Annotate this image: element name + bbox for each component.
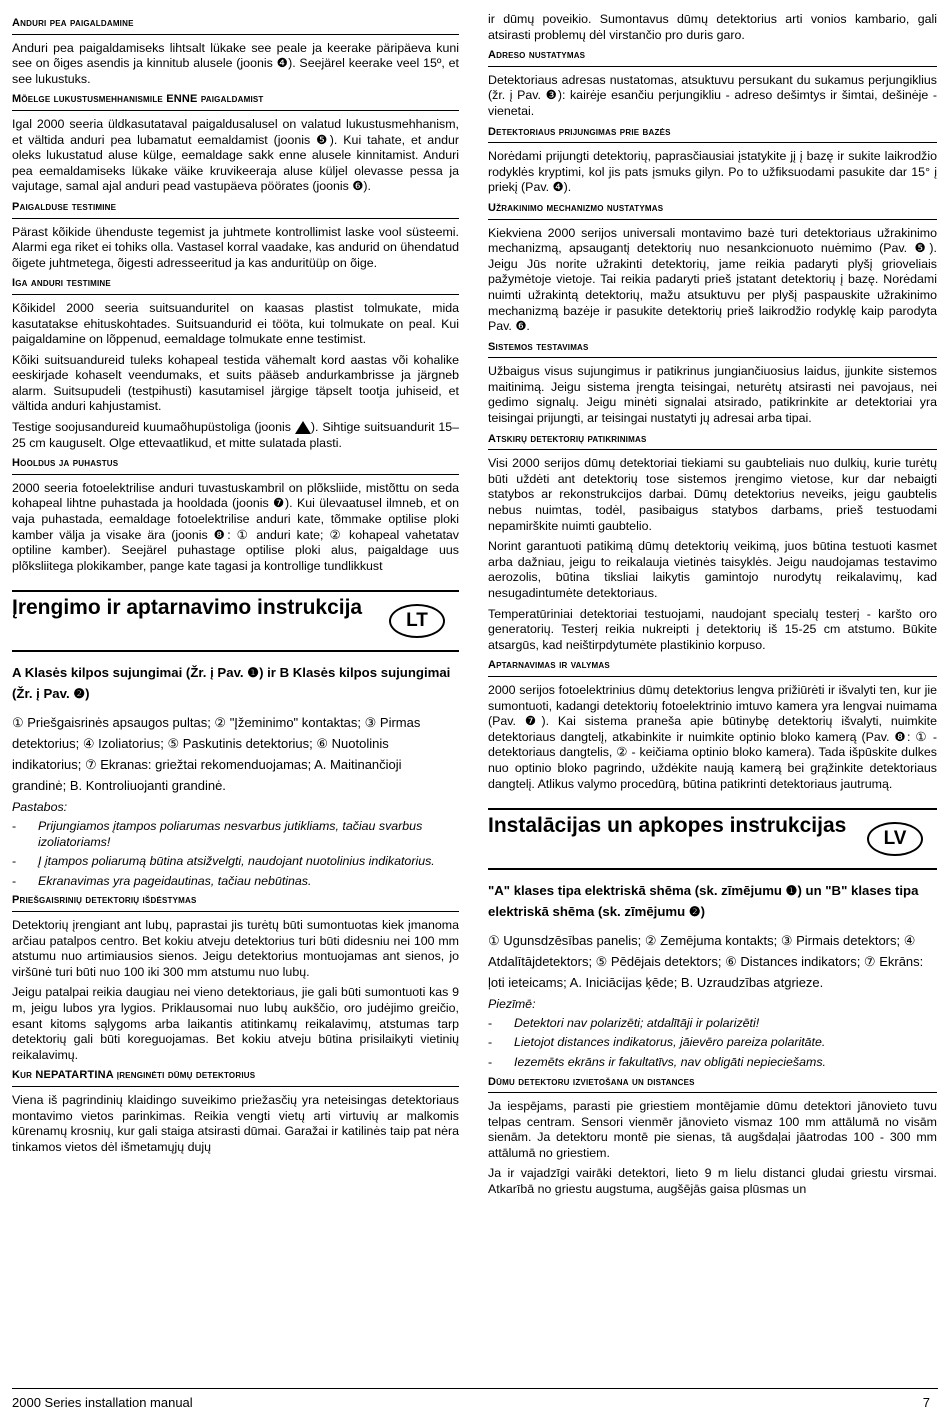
lv-note-item xyxy=(488,1016,937,1032)
paragraph: Jeigu patalpai reikia daugiau nei vieno detektoriaus, jie gali būti sumontuoti kas 9 m, jeigu lubos yra lygios. Priklausomai nuo lubų aukščio, oro judėjimo greičio, esant kitoms sąlygoms arba laikantis atitinkamų reikalavimų, atstumas tarp detektorių gali būti koreguojamas. Bet kokiu atveju būtina prisilaikyti vietinių reikalavimų. xyxy=(12,985,459,1062)
page-footer xyxy=(12,1388,938,1410)
lt-note-item xyxy=(12,854,459,870)
lt-section-banner xyxy=(12,590,459,652)
lt-title: Įrengimo ir aptarnavimo instrukcija xyxy=(12,596,363,620)
left-column xyxy=(12,12,459,1160)
dash-bullet: - xyxy=(488,1035,493,1050)
lv-section-banner xyxy=(488,808,937,870)
paragraph: Visi 2000 serijos dūmų detektoriai tiekiami su gaubteliais nuo dulkių, kurie turėtų būti uždėti ant detektorių tose sistemos įrengimo vietose, kur dar nebaigti statybos ar rekonstrukcijos darbai. Dūmų detektorius neveiks, jeigu gaubtelis nebus nuimtas, todėl, pasibaigus statybos darbams, prieš testuodami nepamirškite nuimti gaubtelio. xyxy=(488,456,937,533)
heading-locking-mechanism: Mõelge lukustusmehhanismile ENNE paigaldamist xyxy=(12,92,459,111)
paragraph: Ja iespējams, parasti pie griestiem montējamie dūmu detektori jānovieto tuvu telpas centram. Sensori vienmēr jānovieto vismaz 100 mm attālumā no visām sienām. Ja detektoru montē pie sienas, tā augšdaļai jāatrodas 100 - 300 mm attālumā no griestiem. xyxy=(488,1099,937,1160)
paragraph: Norėdami prijungti detektorių, paprasčiausiai įstatykite jį į bazę ir sukite laikrodžio rodyklės kryptimi, kol jis pats įsmuks gilyn. Po to užfiksuodami pasukite dar 15° į priekį (Pav. ❹). xyxy=(488,149,937,195)
heading-sensor-testing: Iga anduri testimine xyxy=(12,276,459,295)
footer-title: 2000 Series installation manual xyxy=(12,1395,193,1410)
heading-individual-check: Atskirų detektorių patikrinimas xyxy=(488,432,937,451)
text: Prijungiamos įtampos poliarumas nesvarbus jutikliams, tačiau svarbus izoliatoriams! xyxy=(38,819,423,849)
paragraph: ir dūmų poveikio. Sumontavus dūmų detektorius arti vonios kambario, gali atsirasti problemų dėl virstančio pro duris garo. xyxy=(488,12,937,42)
text: Lietojot distances indikatorus, jāievēro pareiza polaritāte. xyxy=(514,1035,826,1050)
paragraph-heat-test xyxy=(12,420,459,451)
heading-system-testing: Sistemos testavimas xyxy=(488,340,937,359)
paragraph: Igal 2000 seeria üldkasutataval paigaldusalusel on valatud lukustusmehhanism, et vältida anduri pea lubamatut eemaldamist (joonis ❺). Kui tahate, et andur oleks lukustatud aluse külge, eemaldage sakk enne alusele kinnitamist. Anduri pea eemaldamiseks lükake väike kruvikeeraja aluse küljel olevasse pessa ja vajutage, samal ajal anduri pead vastupäeva pöörates (joonis ❻). xyxy=(12,116,459,194)
heading-detector-placement: Priešgaisrinių detektorių išdėstymas xyxy=(12,893,459,912)
lv-note-item xyxy=(488,1055,937,1071)
paragraph: 2000 serijos fotoelektrinius dūmų detektorius lengva prižiūrėti ir išvalyti ten, kur jie sumontuoti, kadangi detektorių fotoelektrinio imtuvo kamera yra lengvai nuimama (Pav. ❼). Kai sistema praneša apie būtinybę detektorių išvalyti, nuimkite detektoriaus dangtelį, atkabinkite ir nuimkite optinio bloko kamerą (Pav. ❽: ① - detektoriaus dangtelis, ② - keičiama optinio bloko kamera). Tada išpūskite dulkes nuo optinio bloko pagrindo, uždėkite naują kamerą bei grąžinkite detektoriaus dangtelį. Atlikus valymo procedūrą, būtina patikrinti detektoriaus jautrumą. xyxy=(488,682,937,791)
lt-legend-list: ① Priešgaisrinės apsaugos pultas; ② "Įžeminimo" kontaktas; ③ Pirmas detektorius; ④ Izoliatorius; ⑤ Paskutinis detektorius; ⑥ Nuotolinis indikatorius; ⑦ Ekranas: griežtai rekomenduojamas; A. Maitinančioji grandinė; B. Kontroliuojanti grandinė. xyxy=(12,715,421,794)
paragraph: Detektorių įrengiant ant lubų, paprastai jis turėtų būti sumontuotas kiek įmanoma arčiau patalpos centro. Bet kokiu atveju detektorius turi būti didesniu nei 100 mm atstumu nuo artimiausios sienos. Jeigu detektorius montuojamas ant sienos, jo viršūnė turi būti nuo 100 iki 300 mm atstumu nuo lubų. xyxy=(12,917,459,979)
text: ). Sihtige suitsuandurit 15–25 cm kauguselt. Olge ettevaatlikud, et mitte sulatada plasti. xyxy=(12,420,459,450)
lv-badge: LV xyxy=(867,822,923,856)
paragraph: 2000 seeria fotoelektrilise anduri tuvastuskambril on plõksliide, mistõttu on seda kohapeal lihtne puhastada ja hooldada (joonis ❼). Kui ülevaatusel ilmneb, et on vaja puhastada, eemaldage fotoelektrilise anduri kate, tõmmake optilise ploki kamber välja ja visake ära (joonis ❽: ① anduri kate; ② kohapeal vahetatav optiline kamber). Seejärel puhastage optilise ploki alus, paigaldage uus plõksliitega plokikamber, pange kate tagasi ja kontrollige tundlikkust xyxy=(12,480,459,573)
paragraph: Ja ir vajadzīgi vairāki detektori, lieto 9 m lielu distanci gludai griestu virsmai. Atkarībā no griestu augstuma, augšējās gaisa plūsmas un xyxy=(488,1166,937,1197)
dash-bullet: - xyxy=(488,1054,493,1069)
heading-service-cleaning: Aptarnavimas ir valymas xyxy=(488,658,937,677)
paragraph: Norint garantuoti patikimą dūmų detektorių veikimą, juos būtina testuoti kasmet arba dažniau, jeigu to reikalauja vietinės taisyklės. Jeigu naudojamas testavimo aerozolis, būtina tiksliai laikytis gamintojo nurodytų reikalavimų, kad nesugadintumėte detektoriaus. xyxy=(488,539,937,600)
page-number: 7 xyxy=(922,1395,930,1410)
dash-bullet: - xyxy=(488,1015,493,1030)
heading-detector-to-base: Detektoriaus prijungimas prie bazės xyxy=(488,125,937,144)
heading-where-not-to-install: Kur NEPATARTINA įrenginėti dūmų detektorius xyxy=(12,1068,459,1087)
paragraph: Anduri pea paigaldamiseks lihtsalt lükake see peale ja keerake päripäeva kuni see on õiges asendis ja kinnitub alusele (joonis ❹). Seejärel keerake veel 15º, et see lukustuks. xyxy=(12,40,459,86)
dash-bullet: - xyxy=(12,873,17,888)
paragraph: Viena iš pagrindinių klaidingo suveikimo priežasčių yra neteisingas detektoriaus montavimo vietos parinkimas. Reikia vengti vietų arti virtuvių ar malkomis kūrenamų krosnių, kur gali staiga atsirasti dūmai. Garažai ir katilinės taip pat nėra tinkamos vietos dėl išmetamųjų dujų xyxy=(12,1092,459,1154)
heading-locking-setup: Užrakinimo mechanizmo nustatymas xyxy=(488,201,937,220)
lv-subtitle: "A" klases tipa elektriskā shēma (sk. zīmējumu ❶) un "B" klases tipa elektriskā shēma (sk. zīmējumu ❷) xyxy=(488,883,919,920)
text: Į įtampos poliarumą būtina atsižvelgti, naudojant nuotolinius indikatorius. xyxy=(38,854,435,869)
paragraph: Detektoriaus adresas nustatomas, atsuktuvu persukant du sukamus perjungiklius (žr. į Pav. ❸): kairėje esančiu perjungikliu - adreso dešimtys ir šimtai, dešinėje - vienetai. xyxy=(488,72,937,118)
paragraph: Kõiki suitsuandureid tuleks kohapeal testida vähemalt kord aastas või kohalike eeskirjade kohaselt veendumaks, et suits pääseb andurkambrisse ja järgneb alarm. Suitsupudeli (testpihusti) kasutamisel järgige täpselt tootja juhiseid, et vältida anduri kahjustamist. xyxy=(12,352,459,414)
paragraph: Kõikidel 2000 seeria suitsuanduritel on kaasas plastist tolmukate, mida kasutatakse ehituskohtades. Suitsuandurid ei tööta, kui tolmukate on peal. Kui paigaldamine on lõppenud, eemaldage tolmukate enne testimist. xyxy=(12,300,459,347)
lt-subtitle: A Klasės kilpos sujungimai (Žr. į Pav. ❶) ir B Klasės kilpos sujungimai (Žr. į Pav. ❷) xyxy=(12,665,451,702)
text: Testige soojusandureid kuumaõhupüstoliga (joonis xyxy=(12,420,291,435)
heading-address-setting: Adreso nustatymas xyxy=(488,48,937,67)
heading-smoke-detector-placement: Dūmu detektoru izvietošana un distances xyxy=(488,1075,937,1094)
lt-badge: LT xyxy=(389,604,445,638)
lv-legend-list: ① Ugunsdzēsības panelis; ② Zemējuma kontakts; ③ Pirmais detektors; ④ Atdalītājdetektors; ⑤ Pēdējais detektors; ⑥ Distances indikators; ⑦ Ekrāns: ļoti ieteicams; A. Iniciācijas ķēde; B. Uzraudzības atgrieze. xyxy=(488,933,924,991)
lt-note-item xyxy=(12,874,459,890)
text: Ekranavimas yra pageidautinas, tačiau nebūtinas. xyxy=(38,873,312,888)
dash-bullet: - xyxy=(12,819,17,833)
lt-notes-label: Pastabos: xyxy=(12,800,68,815)
heading-maintenance: Hooldus ja puhastus xyxy=(12,456,459,475)
heading-sensor-head-fitting: Anduri pea paigaldamine xyxy=(12,16,459,35)
paragraph: Temperatūriniai detektoriai testuojami, naudojant specialų testerį - karšto oro generatorių. Testerį reikia nukreipti į detektorių iš 15-25 cm atstumo. Būkite atsargūs, kad neištirpdytumėte plastikinio korpuso. xyxy=(488,606,937,652)
right-column xyxy=(488,12,937,1203)
text: Iezemēts ekrāns ir fakultatīvs, nav obligāti nepieciešams. xyxy=(514,1054,826,1069)
paragraph: Pärast kõikide ühenduste tegemist ja juhtmete kontrollimist laske vool süsteemi. Alarmi ega riket ei tohiks olla. Vastasel korral vaadake, kas andurid on ühendatud õigete juhtmetega, õigesti adresseeritud ja kas anduritüüp on õige. xyxy=(12,224,459,270)
lt-note-item xyxy=(12,819,459,850)
lv-notes-label: Piezīmē: xyxy=(488,997,536,1012)
heading-installation-testing: Paigalduse testimine xyxy=(12,200,459,219)
dash-bullet: - xyxy=(12,854,17,869)
heat-gun-triangle-icon xyxy=(295,421,311,434)
lv-note-item xyxy=(488,1035,937,1051)
paragraph: Užbaigus visus sujungimus ir patikrinus jungiančiuosius laidus, įjunkite sistemos maitinimą. Jeigu sistema įrengta teisingai, neturėtų atsirasti nei pavojaus, nei gedimo signalų. Jeigu minėti signalai atsirado, patikrinkite ar detektoriai yra teisingai prijungti, ar teisingai nustatyti jų adresai arba tipai. xyxy=(488,364,937,426)
text: Detektori nav polarizēti; atdalītāji ir polarizēti! xyxy=(514,1015,760,1030)
paragraph: Kiekviena 2000 serijos universali montavimo bazė turi detektoriaus užrakinimo mechanizmą, apsaugantį detektorių nuo nesankcionuoto nuėmimo (Pav. ❺). Jeigu Jūs norite užrakinti detektorių, jame reikia padaryti plyšį grioveliais pažymėtoje vietoje. Tai reikia padaryti prieš įstatant detektorių į bazę. Norėdami nuimti užrakintą detektorių, mažu atsuktuvu per plyšį paspauskite užrakinimo mechanizmą bazėje ir pasukite detektorių prieš laikrodžio rodyklę kaip parodyta Pav. ❻. xyxy=(488,225,937,334)
lv-title: Instalācijas un apkopes instrukcijas xyxy=(488,814,847,838)
